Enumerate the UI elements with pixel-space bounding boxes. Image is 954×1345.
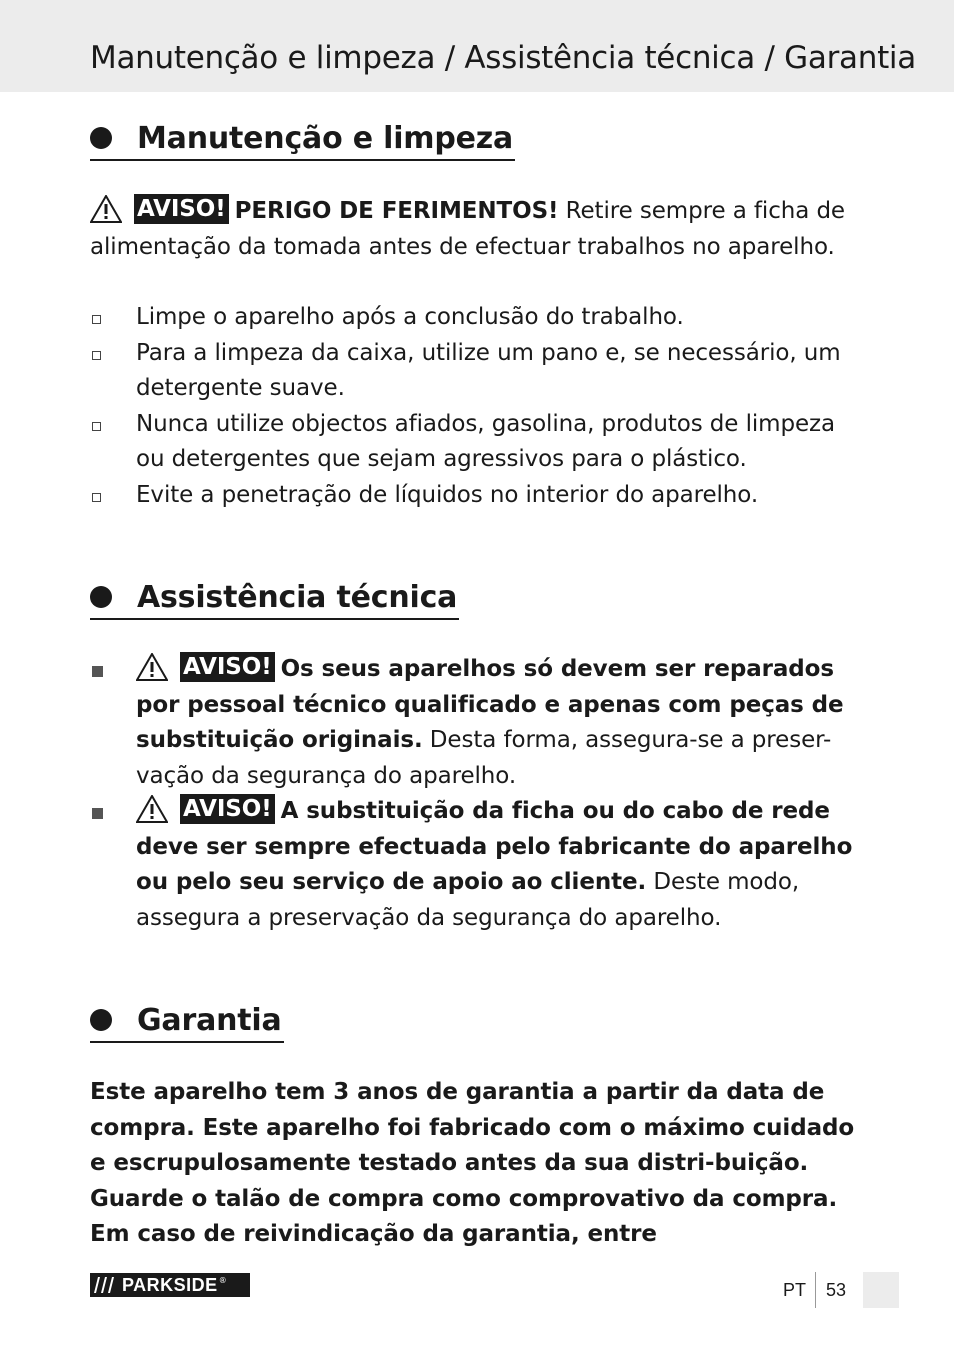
list-item — [90, 652, 865, 794]
list-item — [90, 336, 865, 407]
registered-mark: ® — [218, 1276, 227, 1285]
checkbox-square-icon — [92, 315, 101, 324]
section-bullet-icon — [90, 586, 112, 608]
footer-divider — [815, 1272, 816, 1308]
warning-text: Desta forma, assegura-se a preser-vação da segurança do aparelho. — [136, 727, 832, 789]
section-title: Assistência técnica — [137, 579, 458, 615]
list-item-text: Evite a penetração de líquidos no interior do aparelho. — [136, 481, 759, 508]
warning-label — [136, 794, 275, 824]
list-item — [90, 407, 865, 478]
parkside-logo — [90, 1273, 250, 1297]
section-title: Manutenção e limpeza — [137, 120, 514, 156]
language-code: PT — [783, 1280, 807, 1300]
checkbox-square-icon — [92, 493, 101, 502]
section-bullet-icon — [90, 127, 112, 149]
warning-triangle-icon — [136, 795, 168, 823]
warning-text: Retire sempre a ficha de alimentação da tomada antes de efectuar trabalhos no aparelho. — [90, 198, 845, 260]
maintenance-list — [90, 300, 865, 513]
checkbox-square-icon — [92, 422, 101, 431]
list-item — [90, 300, 865, 336]
section-heading-warranty — [90, 999, 284, 1043]
list-item — [90, 794, 865, 936]
list-item-text: Nunca utilize objectos afiados, gasolina, produtos de limpeza ou detergentes que sejam agressivos para o plástico. — [136, 410, 835, 472]
list-item-text: Para a limpeza da caixa, utilize um pano e, se necessário, um detergente suave. — [136, 339, 841, 401]
warning-badge: AVISO! — [180, 652, 275, 682]
warning-bold-text: Os seus aparelhos só devem ser reparados por pessoal técnico qualificado e apenas com peças de substituição originais. — [136, 656, 844, 753]
warning-badge: AVISO! — [134, 194, 229, 224]
page-number: 53 — [826, 1280, 847, 1300]
section-title: Garantia — [137, 1002, 282, 1038]
warranty-text: Este aparelho tem 3 anos de garantia a partir da data de compra. Este aparelho foi fabricado com o máximo cuidado e escrupulosamente testado antes da sua distri-buição. Guarde o talão de compra como comprovativo da compra. Em caso de reivindicação da garantia, entre — [90, 1079, 855, 1247]
warning-text: Deste modo, assegura a preservação da segurança do aparelho. — [136, 869, 800, 931]
warning-triangle-icon — [90, 195, 122, 223]
page-title: Manutenção e limpeza / Assistência técnica / Garantia — [90, 40, 916, 76]
page-tab-marker — [863, 1272, 899, 1308]
list-item — [90, 478, 865, 514]
maintenance-warning — [90, 194, 865, 265]
warning-bold-text: A substituição da ficha ou do cabo de rede deve ser sempre efectuada pelo fabricante do aparelho ou pelo seu serviço de apoio ao cliente. — [136, 798, 853, 895]
logo-stripes-icon — [90, 1273, 120, 1297]
filled-square-bullet-icon — [92, 666, 103, 677]
warning-label — [136, 652, 275, 682]
service-list — [90, 652, 865, 936]
warning-label — [90, 194, 229, 224]
brand-name: PARKSIDE — [122, 1274, 218, 1295]
warning-bold-text: PERIGO DE FERIMENTOS! — [234, 198, 559, 224]
checkbox-square-icon — [92, 351, 101, 360]
warning-badge: AVISO! — [180, 794, 275, 824]
section-bullet-icon — [90, 1009, 112, 1031]
list-item-text: Limpe o aparelho após a conclusão do trabalho. — [136, 304, 684, 330]
filled-square-bullet-icon — [92, 808, 103, 819]
section-heading-service — [90, 576, 459, 620]
warning-triangle-icon — [136, 653, 168, 681]
section-heading-maintenance — [90, 117, 515, 161]
